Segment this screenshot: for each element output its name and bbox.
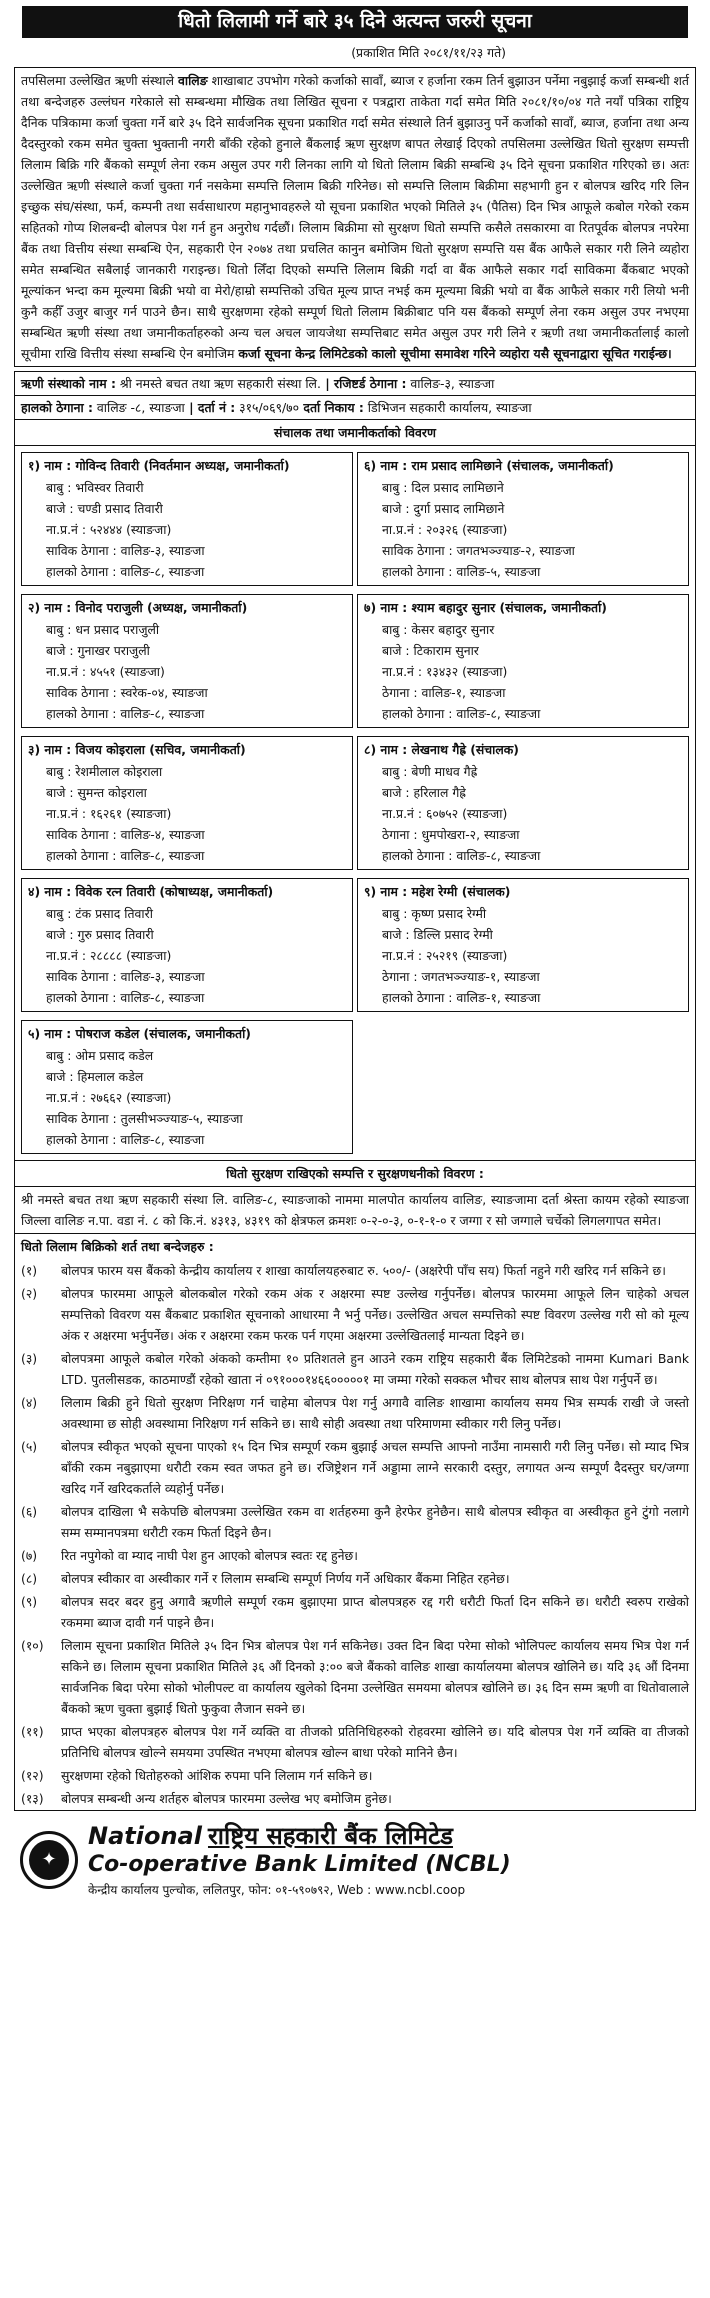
term-number: (२) bbox=[21, 1286, 38, 1301]
member-detail: हालको ठेगाना : वालिङ-८, स्याङजा bbox=[46, 848, 205, 863]
member-detail: हालको ठेगाना : वालिङ-८, स्याङजा bbox=[382, 848, 541, 863]
term-number: (९) bbox=[21, 1594, 38, 1609]
member-detail: ना.प्र.नं : २०३२६ (स्याङजा) bbox=[382, 522, 508, 537]
members-left-column bbox=[21, 452, 353, 1154]
details-box bbox=[14, 371, 696, 1811]
term-item bbox=[15, 1567, 695, 1590]
term-text: प्राप्त भएका बोलपत्रहरु बोलपत्र पेश गर्ने व्यक्ति वा तीजको प्रतिनिधिहरुको रोहवरमा खोलिने छ। यदि बोलपत्र पेश गर्ने व्यक्ति वा तीजको प्रतिनिधि बोलपत्र खोल्ने समयमा उपस्थित नभएमा बोलपत्र खोल्न बाधा परेको मानिने छैन। bbox=[61, 1724, 689, 1760]
member-detail: हालको ठेगाना : वालिङ-८, स्याङजा bbox=[46, 990, 205, 1005]
bank-contact: केन्द्रीय कार्यालय पुल्चोक, ललितपुर, फोन: ०१-५९०७९२, Web : www.ncbl.coop bbox=[88, 1883, 466, 1897]
member-detail: साविक ठेगाना : स्वरेक-०४, स्याङजा bbox=[46, 685, 208, 700]
borrower-row-2: हालको ठेगाना : वालिङ -८, स्याङजा | दर्ता नं : ३१५/०६९/७० दर्ता निकाय : डिभिजन सहकारी कार्यालय, स्याङजा bbox=[15, 396, 695, 420]
brand-np: राष्ट्रिय सहकारी बैंक लिमिटेड bbox=[207, 1822, 454, 1850]
member-detail: हालको ठेगाना : वालिङ-८, स्याङजा bbox=[46, 564, 205, 579]
member-detail: ठेगाना : जगतभञ्ज्याङ-१, स्याङजा bbox=[382, 969, 540, 984]
term-item bbox=[15, 1764, 695, 1787]
member-detail: बाजे : चण्डी प्रसाद तिवारी bbox=[46, 501, 163, 516]
collateral-text: श्री नमस्ते बचत तथा ऋण सहकारी संस्था लि. वालिङ-८, स्याङजाको नाममा मालपोत कार्यालय वालिङ, स्याङजामा दर्ता श्रेस्ता कायम रहेको स्याङजा जिल्ला वालिङ न.पा. वडा नं. ८ को कि.नं. ४३१३, ४३१९ को क्षेत्रफल क्रमशः ०-२-०-३, ०-१-१-० र जग्गा र सो जग्गाले चर्चेको लिगलगापत समेत। bbox=[21, 1192, 689, 1228]
member-detail: ना.प्र.नं : ५२४४४ (स्याङजा) bbox=[46, 522, 172, 537]
member-name: ७) नाम : श्याम बहादुर सुनार (संचालक, जमानीकर्ता) bbox=[364, 600, 607, 615]
member-detail: साविक ठेगाना : वालिङ-३, स्याङजा bbox=[46, 543, 205, 558]
terms-list bbox=[15, 1259, 695, 1810]
member-detail: बाबु : भविस्वर तिवारी bbox=[46, 480, 144, 495]
term-text: बोलपत्र स्वीकार वा अस्वीकार गर्ने र लिलाम सम्बन्धि सम्पूर्ण निर्णय गर्ने अधिकार बैंकमा निहित रहनेछ। bbox=[61, 1571, 510, 1586]
member-detail: बाबु : रेशमीलाल कोइराला bbox=[46, 764, 163, 779]
member-detail: साविक ठेगाना : वालिङ-३, स्याङजा bbox=[46, 969, 205, 984]
member-detail: ना.प्र.नं : २७६६२ (स्याङजा) bbox=[46, 1090, 172, 1105]
member-detail: ना.प्र.नं : २८८८८ (स्याङजा) bbox=[46, 948, 172, 963]
bank-brand bbox=[88, 1821, 690, 1899]
member-detail: साविक ठेगाना : जगतभञ्ज्याङ-२, स्याङजा bbox=[382, 543, 575, 558]
term-item bbox=[15, 1282, 695, 1347]
member-detail: बाबु : धन प्रसाद पराजुली bbox=[46, 622, 160, 637]
term-text: बोलपत्र सदर बदर हुनु अगावै ऋणीले सम्पूर्ण रकम बुझाएमा प्राप्त बोलपत्रहरु रद्द गरी धरौटी फिर्ता दिन सकिने छ। धरौटी स्वरुप राखेको रकममा ब्याज दावी गर्न पाइने छैन। bbox=[61, 1594, 689, 1630]
member-detail: ना.प्र.नं : २५२१९ (स्याङजा) bbox=[382, 948, 508, 963]
branch-name: वालिङ bbox=[177, 73, 208, 88]
blacklist-statement: कर्जा सूचना केन्द्र लिमिटेडको कालो सूचीमा समावेश गरिने व्यहोरा यसै सूचनाद्वारा सूचित गराईन्छ। bbox=[238, 346, 672, 361]
member-detail: साविक ठेगाना : तुलसीभञ्ज्याङ-५, स्याङजा bbox=[46, 1111, 243, 1126]
member-detail: बाजे : गुनाखर पराजुली bbox=[46, 643, 150, 658]
member-detail: बाबु : बेणी माधव गैह्रे bbox=[382, 764, 478, 779]
member-card bbox=[357, 736, 689, 870]
term-item bbox=[15, 1590, 695, 1634]
registration-office: डिभिजन सहकारी कार्यालय, स्याङजा bbox=[363, 400, 532, 415]
term-number: (७) bbox=[21, 1548, 38, 1563]
member-detail: साविक ठेगाना : वालिङ-४, स्याङजा bbox=[46, 827, 205, 842]
term-number: (३) bbox=[21, 1351, 38, 1366]
term-number: (१०) bbox=[21, 1638, 44, 1653]
term-text: बोलपत्र फारममा आफूले बोलकबोल गरेको रकम अंक र अक्षरमा स्पष्ट उल्लेख गर्नुपर्नेछ। बोलपत्र फारममा आफूले लिन चाहेको अचल सम्पत्तिको विवरण यस बैंकबाट प्रकाशित सूचनाको आधारमा नै भर्नु पर्नेछ। उल्लेखित अचल सम्पत्तिको स्पष्ट विवरण उल्लेख गरी सो को मूल्य अंक र अक्षरमा भर्नुपर्नेछ। अंक र अक्षरमा रकम फरक पर्न गएमा अक्षरमा उल्लेखितलाई मान्यता दिइने छ। bbox=[61, 1286, 689, 1343]
member-card bbox=[21, 1020, 353, 1154]
member-detail: हालको ठेगाना : वालिङ-८, स्याङजा bbox=[46, 1132, 205, 1147]
member-card bbox=[357, 878, 689, 1012]
members-right-column bbox=[357, 452, 689, 1154]
member-detail: हालको ठेगाना : वालिङ-८, स्याङजा bbox=[382, 706, 541, 721]
member-detail: बाबु : कृष्ण प्रसाद रेग्मी bbox=[382, 906, 487, 921]
term-number: (११) bbox=[21, 1724, 44, 1739]
member-card bbox=[21, 878, 353, 1012]
member-detail: बाबु : टंक प्रसाद तिवारी bbox=[46, 906, 153, 921]
member-detail: बाजे : हरिलाल गैह्रे bbox=[382, 785, 466, 800]
member-detail: बाजे : दुर्गा प्रसाद लामिछाने bbox=[382, 501, 505, 516]
brand-en-2: Co-operative Bank Limited (NCBL) bbox=[88, 1852, 511, 1877]
member-detail: बाबु : ओम प्रसाद कडेल bbox=[46, 1048, 154, 1063]
term-number: (४) bbox=[21, 1395, 38, 1410]
member-detail: बाजे : डिल्लि प्रसाद रेग्मी bbox=[382, 927, 493, 942]
member-name: १) नाम : गोविन्द तिवारी (निवर्तमान अध्यक्ष, जमानीकर्ता) bbox=[28, 458, 290, 473]
term-text: बोलपत्र सम्बन्धी अन्य शर्तहरु बोलपत्र फारममा उल्लेख भए बमोजिम हुनेछ। bbox=[61, 1791, 392, 1806]
bank-seal-icon: ✦ bbox=[20, 1831, 78, 1889]
term-item bbox=[15, 1787, 695, 1810]
intro-paragraph: तपसिलमा उल्लेखित ऋणी संस्थाले वालिङ शाखाबाट उपभोग गरेको कर्जाको सावाँ, ब्याज र हर्जाना रकम तिर्न बुझाउन पर्नेमा नबुझाई कर्जा सम्बन्धी शर्त तथा बन्देजहरु उल्लंघन गरेकाले सो सम्बन्धमा मौखिक तथा लिखित सूचना र पत्रद्वारा ताकेता गर्दा समेत मिति २०८१/१०/०४ गते नयाँ पत्रिका राष्ट्रिय दैनिक पत्रिकामा कर्जा चुक्ता गर्ने बारे ३५ दिने सार्वजनिक सूचना प्रकाशित गर्दा समेत संस्थाले तिर्न बुझाउनु पर्ने कर्जाको सावाँ, ब्याज, हर्जाना तथा अन्य दैदस्तुरको रकम समेत चुक्ता भुक्तानी नगरी बाँकी रहेको हुनाले बैंकलाई ऋण सुरक्षण बापत लेखाई दिएको तपसिलमा उल्लेखित धितो सुरक्षण सम्पत्ती लिलाम बिक्रि गरि बैंकको सम्पूर्ण लेना रकम असुल उपर गरी लिनका लागि यो धितो लिलाम बिक्री सम्बन्धि ३५ दिने सूचना प्रकाशित गरिएको छ। अतः उल्लेखित ऋणी संस्थाले कर्जा चुक्ता गर्न नसकेमा सम्पत्ति लिलाम बिक्री गरिनेछ। सो सम्पत्ति लिलाम बिक्रीमा सहभागी हुन र बोलपत्र खरिद गरि लिन इच्छुक संघ/संस्था, फर्म, कम्पनी तथा सर्वसाधारण महानुभावहरुले यो सूचना प्रकाशित भएको मितिले ३५ (पैतिस) दिन भित्र आफूले कबोल गरेको रकम सहितको गोप्य शिलबन्दी बोलपत्र पेश गर्न हुन अनुरोध गर्दछौं। लिलाम बिक्रीमा सो सुरक्षण धितो सम्पत्ति कसैले तसकारमा वा रितपूर्वक बोलपत्र नपरेमा बैंक तथा वित्तीय संस्था सम्बन्धि ऐन, सहकारी ऐन २०७४ तथा प्रचलित कानुन बमोजिम धितो सुरक्षण सम्पत्ति यस बैंक आफैले सकार गरी लिने व्यहोरा समेत सम्बन्धित सबैलाई जानकारी गराइन्छ। धितो लिँदा दिएको सम्पत्ति लिलाम बिक्री गर्दा वा बैंक आफैले सकार गर्दा साविकमा बैंकबाट भएको मूल्यांकन भन्दा कम मूल्यमा बिक्री भयो वा मेरो/हाम्रो सम्पत्तिको उचित मूल्य प्राप्त नभई कम मूल्यमा बिक्री भयो वा बैंक आफैले सकार गरी लियो भनी कुनै कहीँ उजुर बाजुर गर्न पाउने छैन। साथै सुरक्षणमा रहेको सम्पूर्ण धितो लिलाम बिक्रीबाट पनि यस बैंकको सम्पूर्ण लेना रकम असुल उपर नभएमा सम्बन्धित ऋणी संस्था तथा जमानीकर्ताहरुको अन्य चल अचल जायजेथा सम्पत्तिबाट समेत असुल उपर गरी लिने र ऋणी तथा जमानीकर्तालाई कालो सूचीमा राखि वित्तीय संस्था सम्बन्धि ऐन बमोजिम कर्जा सूचना केन्द्र लिमिटेडको कालो सूचीमा समावेश गरिने व्यहोरा यसै सूचनाद्वारा सूचित गराईन्छ। bbox=[21, 73, 689, 361]
member-detail: बाजे : टिकाराम सुनार bbox=[382, 643, 479, 658]
borrower-name: श्री नमस्ते बचत तथा ऋण सहकारी संस्था लि. bbox=[115, 376, 321, 391]
term-item bbox=[15, 1259, 695, 1282]
member-card bbox=[21, 736, 353, 870]
borrower-row-1: ऋणी संस्थाको नाम : श्री नमस्ते बचत तथा ऋण सहकारी संस्था लि. | रजिष्टर्ड ठेगाना : वालिङ-३, स्याङजा bbox=[15, 372, 695, 396]
member-name: ८) नाम : लेखनाथ गैह्रे (संचालक) bbox=[364, 742, 519, 757]
term-number: (६) bbox=[21, 1504, 38, 1519]
member-card bbox=[357, 452, 689, 586]
member-detail: हालको ठेगाना : वालिङ-१, स्याङजा bbox=[382, 990, 541, 1005]
term-text: सुरक्षणमा रहेको धितोहरुको आंशिक रुपमा पनि लिलाम गर्न सकिने छ। bbox=[61, 1768, 373, 1783]
members-grid bbox=[15, 446, 695, 1160]
intro-box bbox=[14, 67, 696, 367]
term-item bbox=[15, 1500, 695, 1544]
term-number: (८) bbox=[21, 1571, 38, 1586]
bank-footer bbox=[14, 1811, 696, 1899]
term-item bbox=[15, 1435, 695, 1500]
term-number: (१२) bbox=[21, 1768, 44, 1783]
term-text: बोलपत्र फारम यस बैंकको केन्द्रीय कार्यालय र शाखा कार्यालयहरुबाट रु. ५००/- (अक्षरेपी पाँच सय) फिर्ता नहुने गरी खरिद गर्न सकिने छ। bbox=[61, 1263, 666, 1278]
member-detail: ना.प्र.नं : १६२६१ (स्याङजा) bbox=[46, 806, 172, 821]
member-detail: हालको ठेगाना : वालिङ-५, स्याङजा bbox=[382, 564, 541, 579]
terms-heading: धितो लिलाम बिक्रिको शर्त तथा बन्देजहरु : bbox=[15, 1233, 695, 1259]
term-text: बोलपत्र स्वीकृत भएको सूचना पाएको १५ दिन भित्र सम्पूर्ण रकम बुझाई अचल सम्पत्ति आफ्नो नाउँमा नामसारी गरी लिनु पर्नेछ। सो म्याद भित्र बाँकी रकम नबुझाएमा धरौटी रकम स्वत जफत हुने छ। रजिष्ट्रेशन गर्ने अड्डामा लाग्ने सरकारी दस्तुर, लगायत अन्य सम्पूर्ण दैदस्तुर घर/जग्गा खरिद गर्ने खरिदकर्ताले व्यहोर्नु पर्नेछ। bbox=[61, 1439, 689, 1496]
term-item bbox=[15, 1347, 695, 1391]
term-text: लिलाम सूचना प्रकाशित मितिले ३५ दिन भित्र बोलपत्र पेश गर्न सकिनेछ। उक्त दिन बिदा परेमा सोको भोलिपल्ट कार्यालय समय भित्र पेश गर्न सकिने छ। लिलाम सूचना प्रकाशित मितिले ३६ औं दिनको ३:०० बजे बैंकको वालिङ शाखा कार्यालयमा बोलपत्र खोलिने छ। यदि ३६ औं दिनमा सार्वजनिक बिदा परेमा सोको भोलीपल्ट वा कार्यालय खुलेको दिनमा उल्लेखित समयमा बोलपत्र खोलिने छ। ३६ दिन सम्म ऋणी वा धितोवालाले बैंकको ऋण चुक्ता बुझाई धितो फुकुवा लैजान सक्ने छ। bbox=[61, 1638, 689, 1716]
term-text: लिलाम बिक्री हुने धितो सुरक्षण निरिक्षण गर्न चाहेमा बोलपत्र पेश गर्नु अगावै वालिङ शाखामा कार्यालय समय भित्र सम्पर्क राखी जे जस्तो अवस्थामा छ सोही अवस्थामा निरिक्षण गर्न सकिने छ। साथै सोही अवस्था तथा परिमाणमा स्वीकार गरी लिनु पर्नेछ। bbox=[61, 1395, 689, 1431]
member-detail: बाबु : दिल प्रसाद लामिछाने bbox=[382, 480, 504, 495]
term-text: रित नपुगेको वा म्याद नाघी पेश हुन आएको बोलपत्र स्वतः रद्द हुनेछ। bbox=[61, 1548, 358, 1563]
term-text: बोलपत्र दाखिला भै सकेपछि बोलपत्रमा उल्लेखित रकम वा शर्तहरुमा कुनै हेरफेर हुनेछैन। साथै बोलपत्र स्वीकृत वा अस्वीकृत हुने टुंगो नलागे सम्म सम्मानपत्रमा धरौटी रकम फिर्ता दिइने छैन। bbox=[61, 1504, 689, 1540]
member-detail: बाजे : हिमलाल कडेल bbox=[46, 1069, 144, 1084]
member-detail: ना.प्र.नं : ४५५१ (स्याङजा) bbox=[46, 664, 165, 679]
member-name: ५) नाम : पोषराज कडेल (संचालक, जमानीकर्ता) bbox=[28, 1026, 251, 1041]
term-item bbox=[15, 1391, 695, 1435]
current-address: वालिङ -८, स्याङजा bbox=[92, 400, 185, 415]
member-detail: ना.प्र.नं : ६०७५२ (स्याङजा) bbox=[382, 806, 508, 821]
term-item bbox=[15, 1544, 695, 1567]
registered-address: वालिङ-३, स्याङजा bbox=[406, 376, 495, 391]
member-name: ४) नाम : विवेक रत्न तिवारी (कोषाध्यक्ष, जमानीकर्ता) bbox=[28, 884, 274, 899]
term-number: (५) bbox=[21, 1439, 38, 1454]
term-item bbox=[15, 1720, 695, 1764]
member-card bbox=[21, 452, 353, 586]
published-date: (प्रकाशित मिति २०८१/११/२३ गते) bbox=[351, 45, 506, 60]
member-detail: बाबु : केसर बहादुर सुनार bbox=[382, 622, 495, 637]
member-name: २) नाम : विनोद पराजुली (अध्यक्ष, जमानीकर्ता) bbox=[28, 600, 248, 615]
member-detail: हालको ठेगाना : वालिङ-८, स्याङजा bbox=[46, 706, 205, 721]
registration-number: ३१५/०६९/७० bbox=[235, 400, 300, 415]
member-detail: बाजे : गुरु प्रसाद तिवारी bbox=[46, 927, 154, 942]
members-heading: संचालक तथा जमानीकर्ताको विवरण bbox=[15, 420, 695, 446]
member-name: ३) नाम : विजय कोइराला (सचिव, जमानीकर्ता) bbox=[28, 742, 246, 757]
term-text: बोलपत्रमा आफूले कबोल गरेको अंकको कम्तीमा १० प्रतिशतले हुन आउने रकम राष्ट्रिय सहकारी बैंक लिमिटेडको नाममा Kumari Bank LTD. पुतलीसडक, काठमाण्डौं रहेको खाता नं ०९१०००१४६६०००००१ मा जम्मा गरेको सक्कल भौचर साथ बोलपत्र साथ पेश गर्नुपर्ने छ। bbox=[61, 1351, 689, 1387]
term-item bbox=[15, 1634, 695, 1720]
term-number: (१) bbox=[21, 1263, 38, 1278]
member-card bbox=[357, 594, 689, 728]
collateral-heading: धितो सुरक्षण राखिएको सम्पत्ति र सुरक्षणधनीको विवरण : bbox=[15, 1160, 695, 1187]
member-detail: ठेगाना : वालिङ-१, स्याङजा bbox=[382, 685, 506, 700]
notice-title: धितो लिलामी गर्ने बारे ३५ दिने अत्यन्त जरुरी सूचना bbox=[22, 6, 688, 38]
member-card bbox=[21, 594, 353, 728]
member-name: ९) नाम : महेश रेग्मी (संचालक) bbox=[364, 884, 511, 899]
member-detail: ना.प्र.नं : १३४३२ (स्याङजा) bbox=[382, 664, 508, 679]
brand-en-1: National bbox=[88, 1822, 202, 1850]
member-detail: बाजे : सुमन्त कोइराला bbox=[46, 785, 147, 800]
member-name: ६) नाम : राम प्रसाद लामिछाने (संचालक, जमानीकर्ता) bbox=[364, 458, 614, 473]
term-number: (१३) bbox=[21, 1791, 44, 1806]
member-detail: ठेगाना : धुमपोखरा-२, स्याङजा bbox=[382, 827, 520, 842]
